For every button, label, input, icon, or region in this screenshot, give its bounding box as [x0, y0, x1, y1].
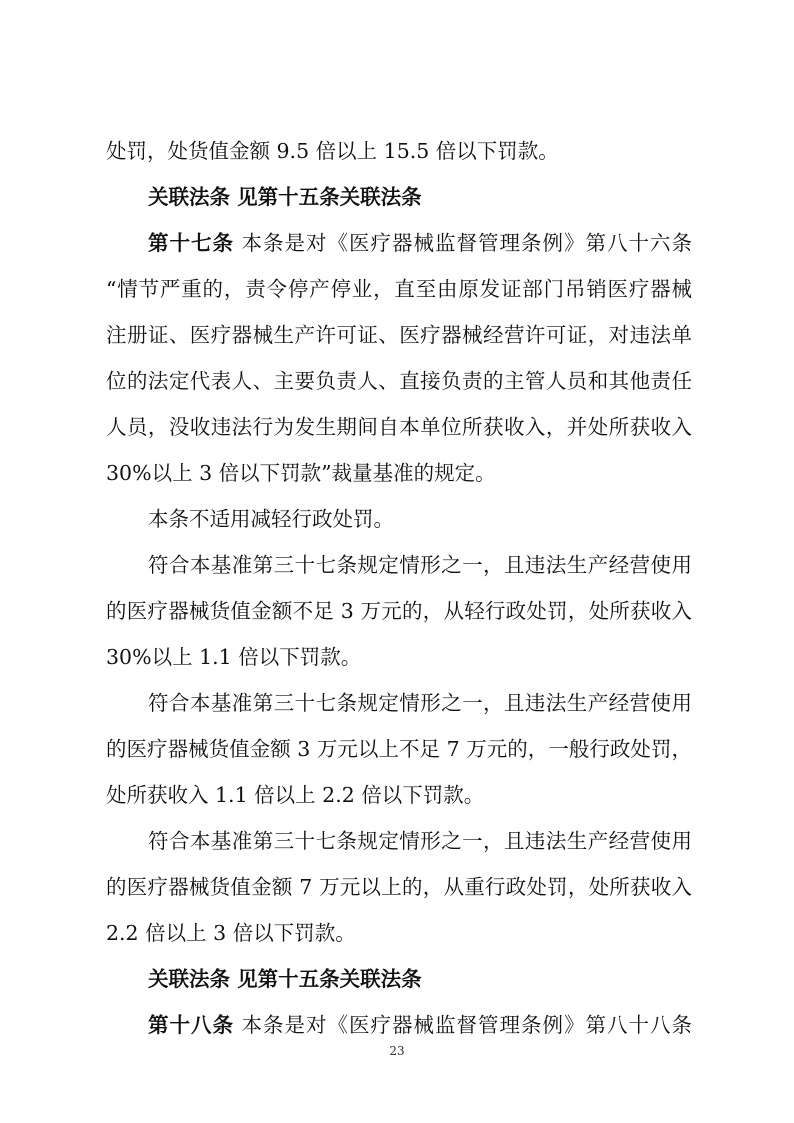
- line-text: 处罚，处货值金额 9.5 倍以上 15.5 倍以下罚款。: [106, 139, 559, 163]
- paragraph-line: [106, 637, 692, 677]
- related-law-line: [148, 177, 692, 217]
- paragraph-line: [106, 729, 692, 769]
- line-text: 符合本基准第三十七条规定情形之一，且违法生产经营使用: [148, 829, 692, 853]
- article-18-heading-line: [148, 1005, 692, 1045]
- line-text: 的医疗器械货值金额 7 万元以上的，从重行政处罚，处所获收入: [106, 875, 692, 899]
- paragraph-line: [148, 821, 692, 861]
- article-17-text: 本条是对《医疗器械监督管理条例》第八十六条: [234, 231, 692, 255]
- paragraph-line: [106, 775, 692, 815]
- related-law-label: 关联法条: [148, 967, 230, 991]
- line-text: 符合本基准第三十七条规定情形之一，且违法生产经营使用: [148, 691, 692, 715]
- line-text: 本条不适用减轻行政处罚。: [148, 507, 394, 531]
- related-law-text: 见第十五条关联法条: [230, 967, 422, 991]
- article-18-label: 第十八条: [148, 1013, 234, 1037]
- line-text: 处所获收入 1.1 倍以上 2.2 倍以下罚款。: [106, 783, 485, 807]
- line-text: 符合本基准第三十七条规定情形之一，且违法生产经营使用: [148, 553, 692, 577]
- line-text: “情节严重的，责令停产停业，直至由原发证部门吊销医疗器械: [106, 277, 692, 301]
- line-text: 2.2 倍以上 3 倍以下罚款。: [106, 921, 356, 945]
- paragraph-line: [148, 683, 692, 723]
- paragraph-line: [106, 591, 692, 631]
- line-text: 人员，没收违法行为发生期间自本单位所获收入，并处所获收入: [106, 415, 692, 439]
- paragraph-line: [106, 407, 692, 447]
- line-text: 位的法定代表人、主要负责人、直接负责的主管人员和其他责任: [106, 369, 692, 393]
- line-text: 的医疗器械货值金额 3 万元以上不足 7 万元的，一般行政处罚，: [106, 737, 692, 761]
- paragraph-line: [106, 269, 692, 309]
- paragraph-line: [148, 499, 692, 539]
- paragraph-line: [106, 131, 692, 171]
- line-text: 30%以上 3 倍以下罚款”裁量基准的规定。: [106, 461, 496, 485]
- paragraph-line: [106, 361, 692, 401]
- related-law-text: 见第十五条关联法条: [230, 185, 422, 209]
- paragraph-line: [106, 913, 692, 953]
- paragraph-line: [106, 867, 692, 907]
- article-17-label: 第十七条: [148, 231, 234, 255]
- paragraph-line: [106, 315, 692, 355]
- line-text: 30%以上 1.1 倍以下罚款。: [106, 645, 362, 669]
- article-18-text: 本条是对《医疗器械监督管理条例》第八十八条: [234, 1013, 692, 1037]
- related-law-label: 关联法条: [148, 185, 230, 209]
- paragraph-line: [148, 545, 692, 585]
- line-text: 的医疗器械货值金额不足 3 万元的，从轻行政处罚，处所获收入: [106, 599, 692, 623]
- article-17-heading-line: [148, 223, 692, 263]
- paragraph-line: [106, 453, 692, 493]
- page-number: 23: [389, 1044, 405, 1058]
- related-law-line: [148, 959, 692, 999]
- line-text: 注册证、医疗器械生产许可证、医疗器械经营许可证，对违法单: [106, 323, 692, 347]
